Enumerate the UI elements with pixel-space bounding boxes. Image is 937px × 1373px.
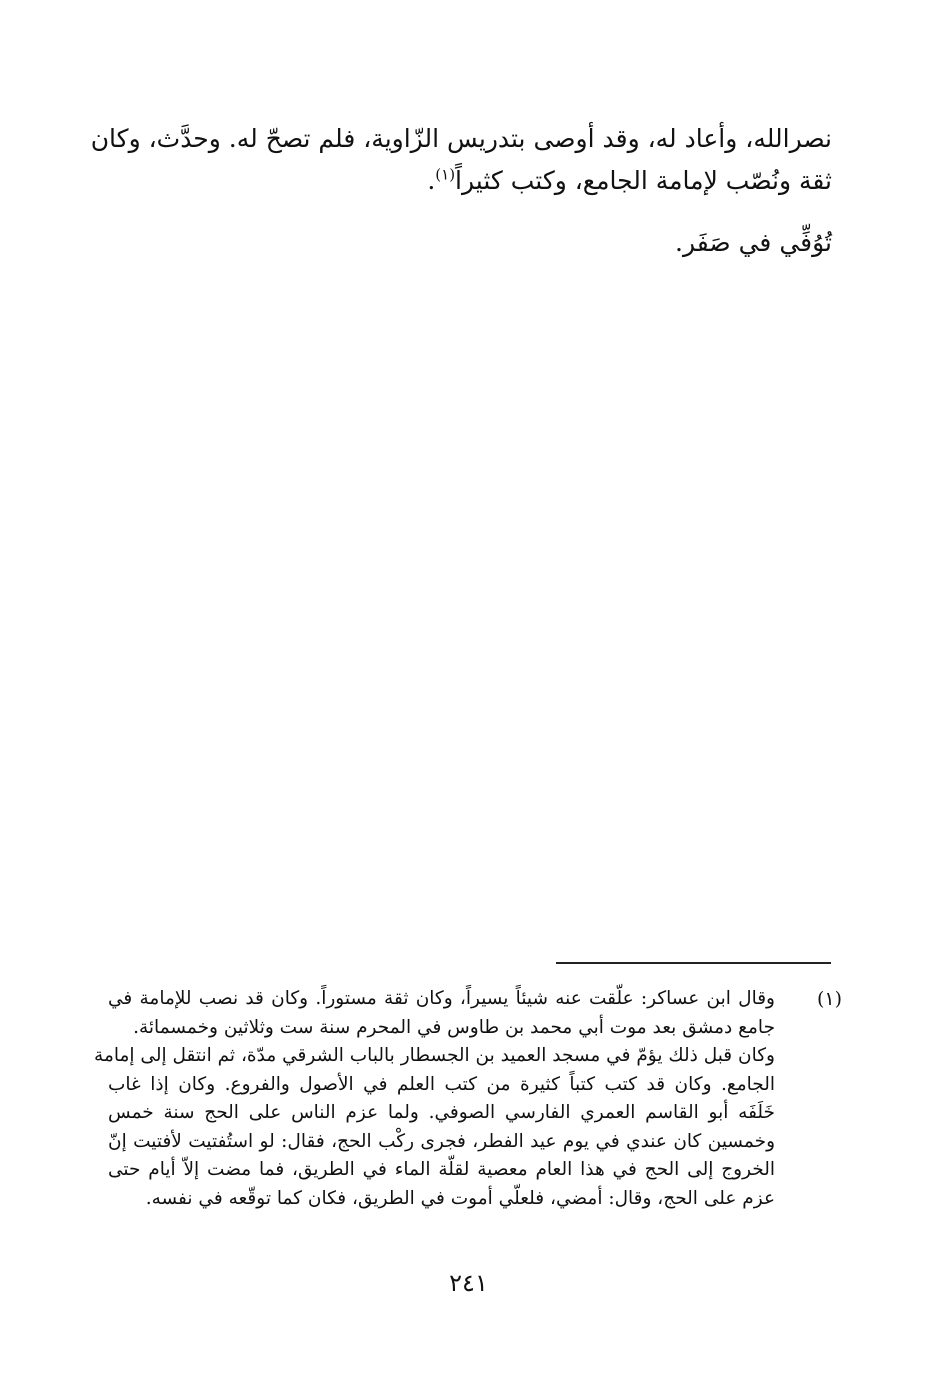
footnote-line: جامع دمشق بعد موت أبي محمد بن طاوس في المحرم سنة ست وثلاثين وخمسمائة. <box>133 1016 775 1038</box>
footnote-line: وكان قبل ذلك يؤمّ في مسجد العميد بن الجسطار بالباب الشرقي مدّة، ثم انتقل إلى إمامة <box>94 1045 775 1066</box>
footnote-line: الخروج إلى الحج في هذا العام معصية لقلّة الماء في الطريق، فما مضت إلاّ أيام حتى <box>108 1159 775 1180</box>
footnote-reference[interactable]: (١) <box>435 165 456 184</box>
body-line-2-period: . <box>427 166 436 195</box>
footnote-text <box>94 985 775 1213</box>
body-line-3-text: تُوُفِّي في صَفَر. <box>675 228 832 257</box>
page-number: ٢٤١ <box>449 1269 488 1297</box>
footnote-separator <box>556 962 831 964</box>
body-line-2-text <box>105 160 832 202</box>
footnote-line: خَلَفَه أبو القاسم العمري الفارسي الصوفي. ولما عزم الناس على الحج سنة خمس <box>108 1102 775 1123</box>
body-line-2-content: ثقة ونُصّب لإمامة الجامع، وكتب كثيراً <box>455 166 832 195</box>
footnote-line: وقال ابن عساكر: علّقت عنه شيئاً يسيراً، وكان ثقة مستوراً. وكان قد نصب للإمامة في <box>108 988 775 1009</box>
body-line-1 <box>90 118 832 160</box>
body-line-2 <box>105 160 832 202</box>
footnote-line: عزم على الحج، وقال: أمضي، فلعلّي أموت في الطريق، فكان كما توقّعه في نفسه. <box>145 1187 775 1209</box>
body-line-3 <box>105 222 832 264</box>
body-line-1-text: نصرالله، وأعاد له، وقد أوصى بتدريس الزّاوية، فلم تصحّ له. وحدَّث، وكان <box>90 124 832 153</box>
footnote-marker: (١) <box>816 988 842 1010</box>
footnote-line: وخمسين كان عندي في يوم عيد الفطر، فجرى ركْب الحج، فقال: لو استُفتيت لأفتيت إنّ <box>108 1130 775 1152</box>
footnote-line: الجامع. وكان قد كتب كتباً كثيرة من كتب العلم في الأصول والفروع. وكان إذا غاب <box>108 1073 775 1095</box>
